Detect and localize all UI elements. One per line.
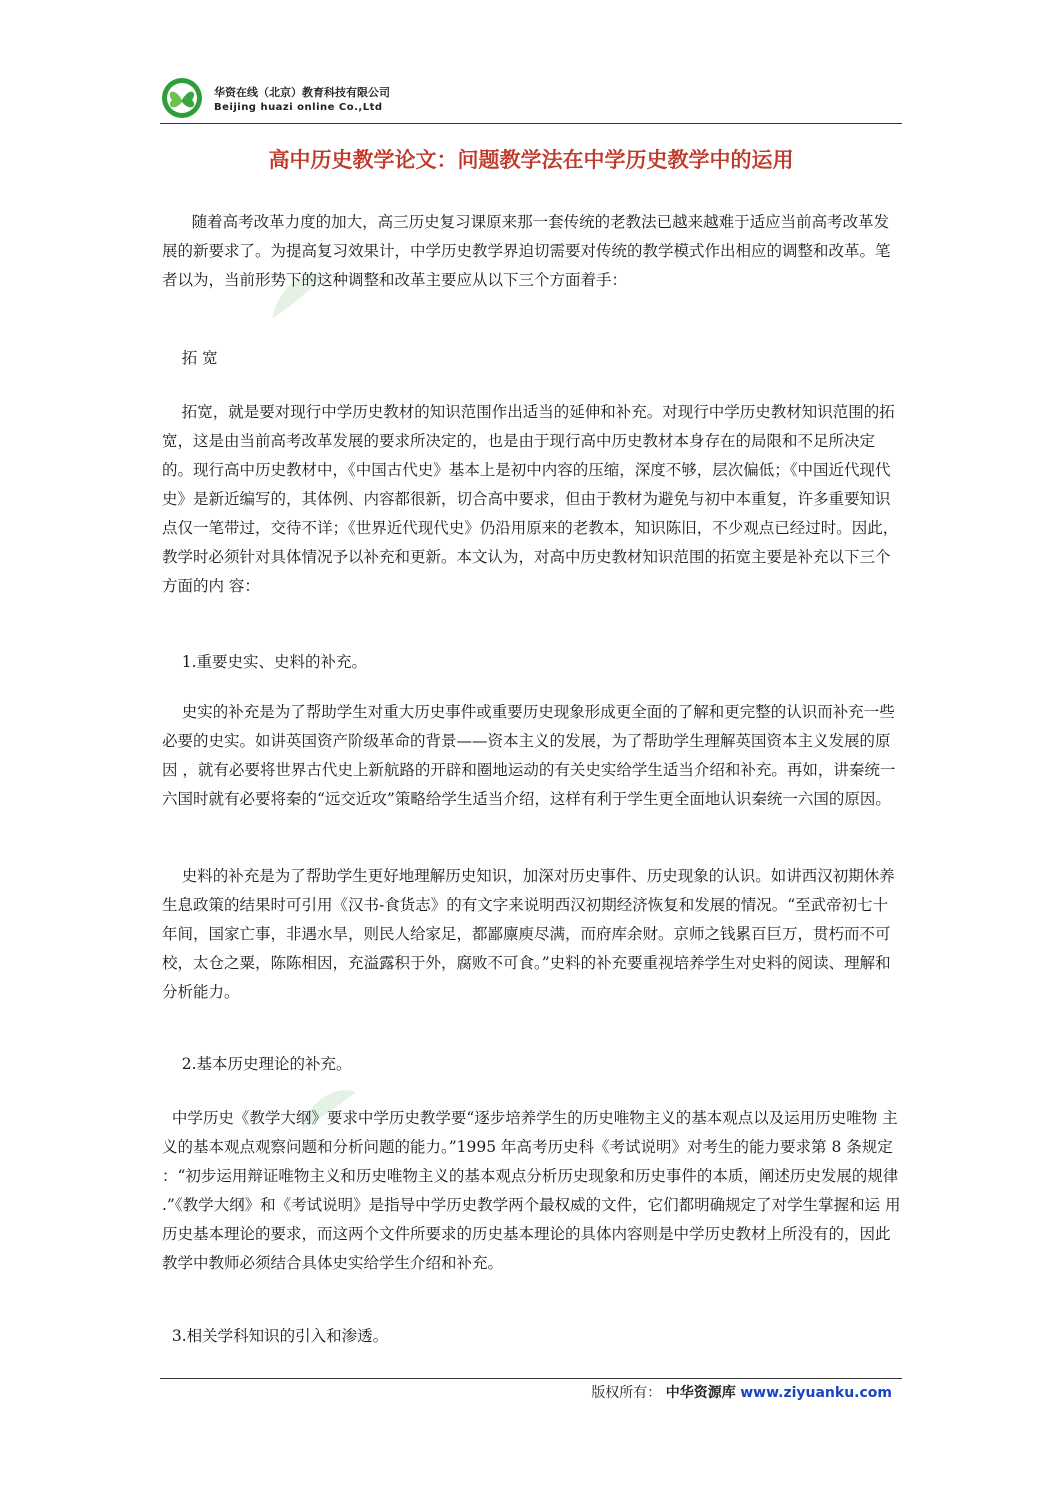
butterfly-logo-icon — [160, 76, 204, 120]
paragraph-facts: 史实的补充是为了帮助学生对重大历史事件或重要历史现象形成更全面的了解和更完整的认识而补充一些 必要的史实。如讲英国资产阶级革命的背景——资本主义的发展，为了帮助学生理解英国资本主义发展的原因 ，就有必要将世界古代史上新航路的开辟和圈地运动的有关史实给学生适当介绍和补充。再如，讲秦统一六国时就有必要将秦的“远交近攻”策略给学生适当介绍，这样有利于学生更全面地认识秦统一六国的原因。 — [162, 703, 900, 808]
copyright-label: 版权所有： — [591, 1385, 662, 1401]
subheading-3: 3.相关学科知识的引入和渗透。 — [162, 1327, 389, 1345]
footer-divider — [160, 1378, 902, 1379]
section-heading-expand: 拓 宽 — [162, 349, 218, 367]
page-header — [160, 72, 902, 124]
paragraph-theory: 中学历史《教学大纲》要求中学历史教学要“逐步培养学生的历史唯物主义的基本观点以及运用历史唯物 主义的基本观点观察问题和分析问题的能力。”1995 年高考历史科《考试说明》对考生的能力要求第 8 条规定 ：“初步运用辩证唯物主义和历史唯物主义的基本观点分析历史现象和历史事件的本质，阐述历史发展的规律 .”《教学大纲》和《考试说明》是指导中学历史教学两个最权威的文件，它们都明确规定了对学生掌握和运 用历史基本理论的要求，而这两个文件所要求的历史基本理论的具体内容则是中学历史教材上所没有的，因此 教学中教师必须结合具体史实给学生介绍和补充。 — [162, 1109, 904, 1272]
company-name-cn: 华资在线（北京）教育科技有限公司 — [214, 86, 390, 99]
header-divider — [160, 123, 902, 124]
site-name: 中华资源库 — [665, 1385, 736, 1401]
subheading-1: 1.重要史实、史料的补充。 — [162, 653, 368, 671]
paragraph-expand: 拓宽，就是要对现行中学历史教材的知识范围作出适当的延伸和补充。对现行中学历史教材知识范围的拓宽，这是由当前高考改革发展的要求所决定的，也是由于现行高中历史教材本身存在的局限和不足所决定的。现行高中历史教材中，《中国古代史》基本上是初中内容的压缩，深度不够，层次偏低；《中国近代现代史》是新近编写的，其体例、内容都很新，切合高中要求，但由于教材为避免与初中本重复，许多重要知识点仅一笔带过，交待不详；《世界近代现代史》仍沿用原来的老教本，知识陈旧，不少观点已经过时。因此，教学时必须针对具体情况予以补充和更新。本文认为，对高中历史教材知识范围的拓宽主要是补充以下三个方面的内 容： — [162, 403, 899, 595]
company-name-en: Beijing huazi online Co.,Ltd — [214, 102, 383, 113]
paragraph-sources: 史料的补充是为了帮助学生更好地理解历史知识，加深对历史事件、历史现象的认识。如讲西汉初期休养 生息政策的结果时可引用《汉书-食货志》的有文字来说明西汉初期经济恢复和发展的情况。“至武帝初七十年间，国家亡事，非遇水旱，则民人给家足，都鄙廪庾尽满，而府库余财。京师之钱累百巨万，贯朽而不可校，太仓之粟，陈陈相因，充溢露积于外，腐败不可食。”史料的补充要重视培养学生对史料的阅读、理解和 分析能力。 — [162, 867, 900, 1001]
subheading-2: 2.基本历史理论的补充。 — [162, 1055, 352, 1073]
page-footer — [160, 1382, 892, 1402]
site-url-link[interactable]: www.ziyuanku.com — [740, 1385, 892, 1401]
paragraph-intro: 随着高考改革力度的加大，高三历史复习课原来那一套传统的老教法已越来越难于适应当前高考改革发展的新要求了。为提高复习效果计，中学历史教学界迫切需要对传统的教学模式作出相应的调整和改革。笔者以为，当前形势下的这种调整和改革主要应从以下三个方面着手： — [162, 213, 891, 289]
page-title: 高中历史教学论文：问题教学法在中学历史教学中的运用 — [268, 147, 794, 172]
